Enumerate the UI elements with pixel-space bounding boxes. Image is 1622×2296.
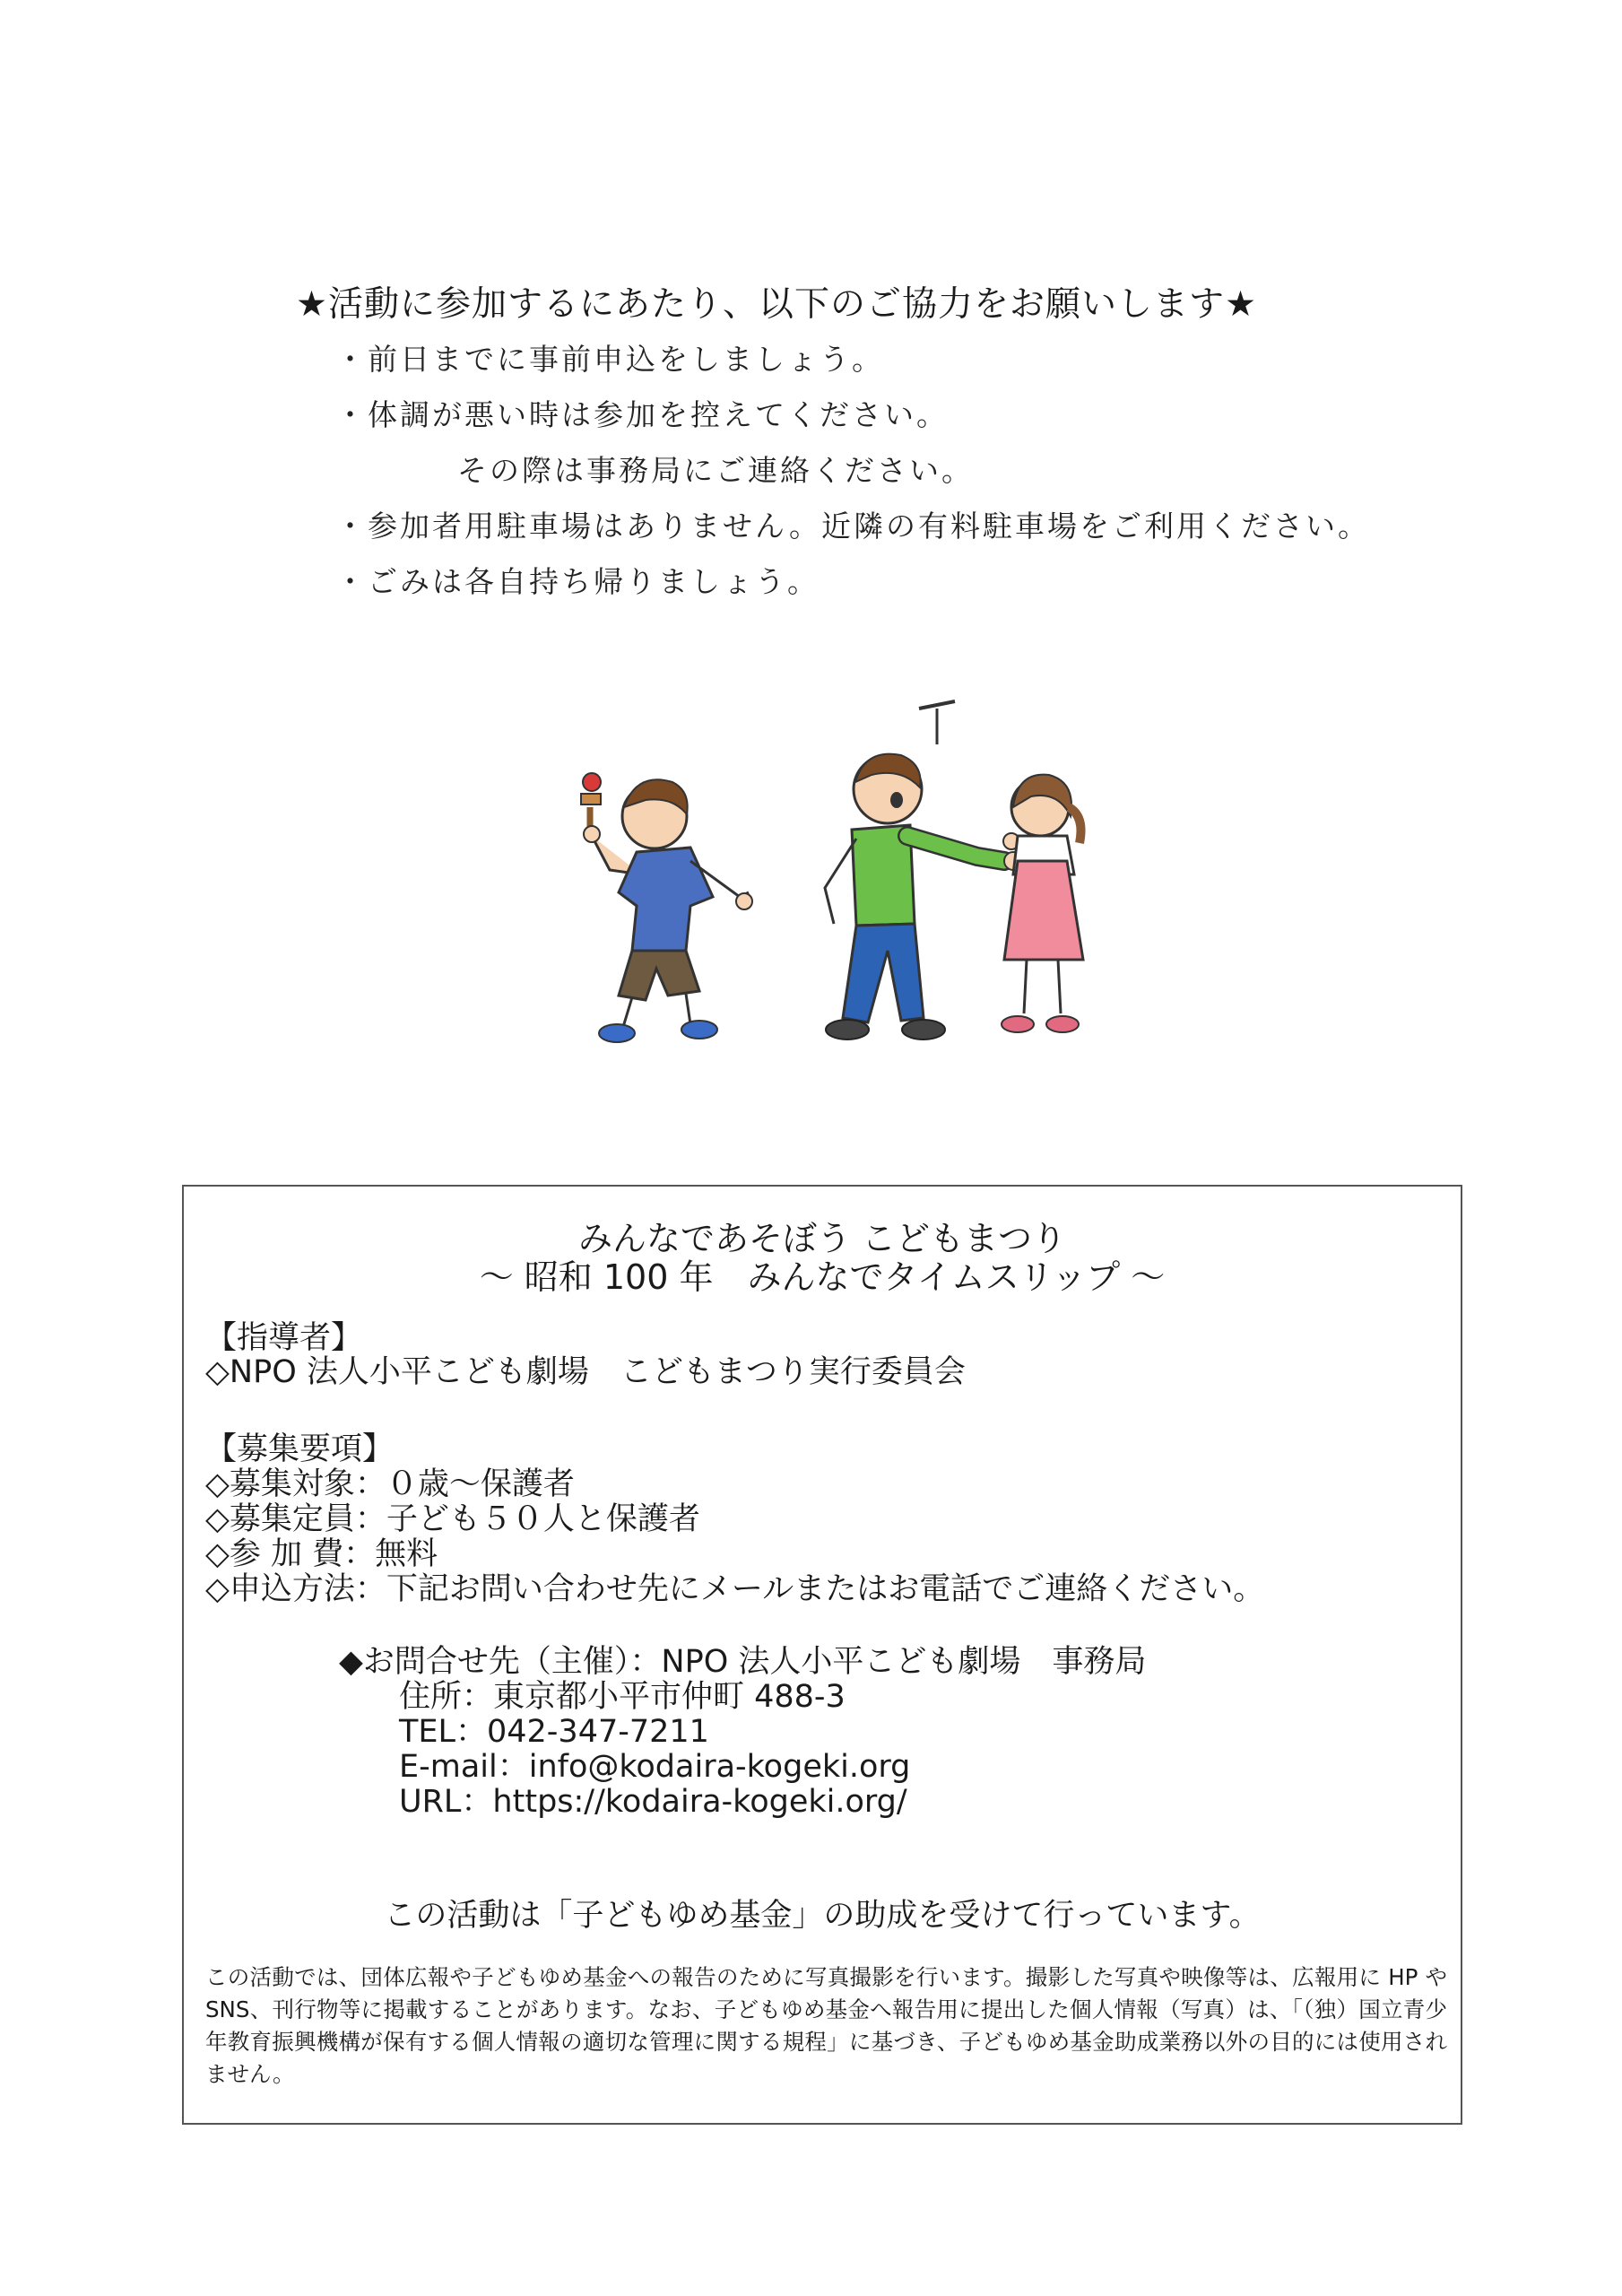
notice-item-2: ・体調が悪い時は参加を控えてください。 (335, 397, 949, 432)
notice-item-3: ・参加者用駐車場はありません。近隣の有料駐車場をご利用ください。 (335, 509, 1370, 544)
recruitment-heading: 【募集要項】 (205, 1431, 395, 1467)
notice-item-2-note: その際は事務局にご連絡ください。 (457, 453, 974, 488)
boy-pointing-figure (825, 701, 1022, 1039)
contact-tel: TEL：042-347-7211 (399, 1714, 709, 1750)
girl-figure (1002, 775, 1083, 1032)
event-title: みんなであそぼう こどもまつり (577, 1219, 1067, 1258)
instructor-heading: 【指導者】 (205, 1320, 363, 1356)
children-playing-illustration (556, 682, 1112, 1058)
boy-with-kendama-figure (581, 773, 752, 1042)
notice-item-1: ・前日までに事前申込をしましょう。 (335, 342, 884, 377)
contact-address: 住所：東京都小平市仲町 488-3 (399, 1679, 846, 1715)
instructor-value: ◇NPO 法人小平こども劇場 こどもまつり実行委員会 (205, 1354, 966, 1390)
grant-statement: この活動は「子どもゆめ基金」の助成を受けて行っています。 (384, 1898, 1261, 1934)
notice-title: ★活動に参加するにあたり、以下のご協力をお願いします★ (296, 284, 1257, 325)
recruitment-method: ◇申込方法：下記お問い合わせ先にメールまたはお電話でご連絡ください。 (205, 1571, 1265, 1607)
event-info-box (182, 1185, 1462, 2125)
recruitment-capacity: ◇募集定員：子ども５０人と保護者 (205, 1501, 700, 1537)
event-subtitle: ～ 昭和 100 年 みんなでタイムスリップ ～ (479, 1257, 1166, 1297)
contact-url[interactable]: URL：https://kodaira-kogeki.org/ (399, 1784, 907, 1820)
contact-heading: ◆お問合せ先（主催）：NPO 法人小平こども劇場 事務局 (339, 1644, 1147, 1680)
recruitment-target: ◇募集対象：０歳～保護者 (205, 1466, 575, 1502)
recruitment-fee: ◇参 加 費：無料 (205, 1536, 438, 1572)
contact-email[interactable]: E-mail：info@kodaira-kogeki.org (399, 1749, 911, 1785)
privacy-notice: この活動では、団体広報や子どもゆめ基金への報告のために写真撮影を行います。撮影した写真や映像等は、広報用に HP や SNS、刊行物等に掲載することがあります。なお、子どもゆめ基金へ報告用に提出した個人情報（写真）は、「（独）国立青少年教育振興機構が保有する個人情報の適切な管理に関する規程」に基づき、子どもゆめ基金助成業務以外の目的には使用されません。 (205, 1964, 1447, 2087)
notice-item-4: ・ごみは各自持ち帰りましょう。 (335, 564, 820, 599)
